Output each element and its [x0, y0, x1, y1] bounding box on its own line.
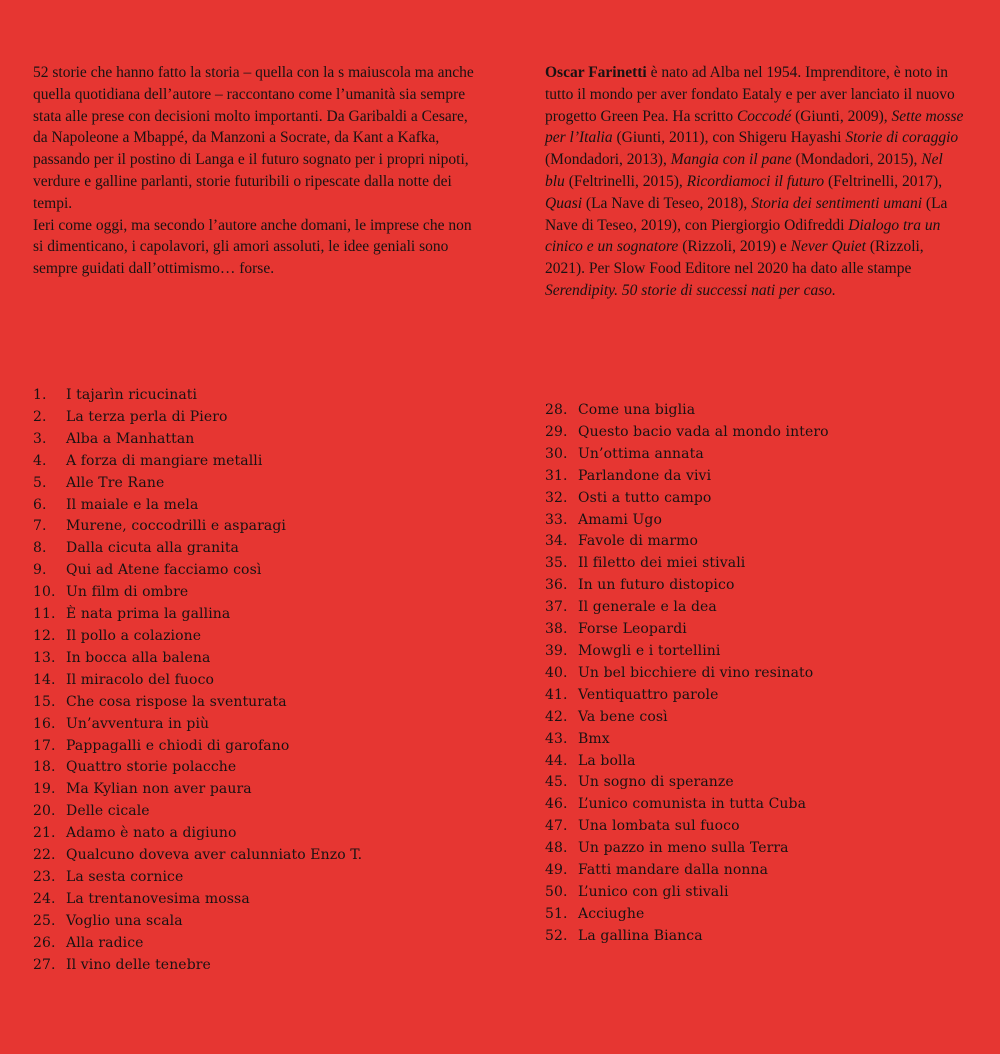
item-title: Il vino delle tenebre: [66, 956, 211, 973]
contents-item: [545, 553, 829, 575]
item-title: La terza perla di Piero: [66, 408, 228, 425]
book-title: Serendipity. 50 storie di successi nati per caso.: [545, 281, 836, 299]
item-title: È nata prima la gallina: [66, 606, 231, 623]
contents-item: [33, 736, 362, 758]
item-title: Il miracolo del fuoco: [66, 671, 215, 688]
item-title: Dalla cicuta alla granita: [66, 540, 239, 557]
item-number: 20.: [33, 803, 56, 820]
contents-item: [545, 860, 829, 882]
contents-item: [33, 429, 362, 451]
book-title: Dialogo tra un cinico e un sognatore: [545, 216, 941, 256]
item-number: 12.: [33, 627, 56, 644]
contents-item: [545, 641, 829, 663]
item-number: 39.: [545, 642, 568, 659]
book-title: Mangia con il pane: [670, 151, 792, 169]
item-title: I tajarìn ricucinati: [66, 387, 198, 403]
contents-item: [545, 707, 829, 729]
item-title: Alba a Manhattan: [66, 430, 195, 447]
item-title: Una lombata sul fuoco: [578, 818, 740, 835]
item-title: Il maiale e la mela: [66, 496, 199, 513]
contents-item: [545, 794, 829, 816]
item-title: Acciughe: [578, 905, 645, 922]
item-number: 29.: [545, 423, 568, 440]
contents-item: [545, 531, 829, 553]
contents-item: [545, 838, 829, 860]
item-number: 4.: [33, 452, 47, 469]
item-number: 23.: [33, 868, 56, 885]
contents-item: [545, 510, 829, 532]
contents-list-left: [33, 385, 362, 976]
item-number: 8.: [33, 540, 47, 557]
item-title: La gallina Bianca: [578, 927, 703, 944]
item-number: 51.: [545, 905, 568, 922]
contents-item: [545, 685, 829, 707]
contents-item: [33, 626, 362, 648]
item-number: 14.: [33, 671, 56, 688]
bio-text: (Feltrinelli, 2015),: [564, 172, 687, 190]
item-number: 13.: [33, 649, 56, 666]
item-title: Va bene così: [578, 708, 668, 725]
item-title: Il pollo a colazione: [66, 627, 202, 644]
item-title: L’unico comunista in tutta Cuba: [578, 796, 807, 813]
item-title: Il filetto dei miei stivali: [578, 555, 746, 572]
contents-item: [545, 729, 829, 751]
item-title: La sesta cornice: [66, 868, 184, 885]
bio-text: (La Nave di Teseo, 2018),: [582, 194, 752, 212]
item-title: Il generale e la dea: [578, 599, 717, 616]
contents-item: [33, 955, 362, 977]
item-title: Voglio una scala: [66, 912, 183, 929]
contents-item: [33, 823, 362, 845]
item-number: 1.: [33, 387, 47, 403]
bio-text: (Mondadori, 2015),: [791, 151, 922, 169]
item-title: Quattro storie polacche: [66, 759, 237, 776]
contents-item: [545, 575, 829, 597]
bio-text: (Rizzoli, 2019) e: [678, 238, 791, 256]
contents-item: [33, 801, 362, 823]
item-number: 47.: [545, 818, 568, 835]
item-title: Alle Tre Rane: [66, 474, 165, 491]
contents-item: [33, 933, 362, 955]
item-title: Favole di marmo: [578, 533, 699, 550]
item-title: Come una biglia: [578, 402, 696, 418]
item-number: 52.: [545, 927, 568, 944]
item-title: Adamo è nato a digiuno: [66, 825, 237, 842]
item-number: 43.: [545, 730, 568, 747]
contents-item: [545, 882, 829, 904]
item-title: Bmx: [578, 730, 610, 747]
item-title: La trentanovesima mossa: [66, 890, 250, 907]
contents-item: [545, 488, 829, 510]
item-number: 19.: [33, 781, 56, 798]
contents-item: [545, 466, 829, 488]
item-number: 15.: [33, 693, 56, 710]
contents-list-right: [545, 400, 829, 948]
item-number: 6.: [33, 496, 47, 513]
item-number: 38.: [545, 621, 568, 638]
contents-item: [33, 648, 362, 670]
item-title: Questo bacio vada al mondo intero: [578, 423, 829, 440]
bio-text: (Giunti, 2009),: [791, 107, 892, 125]
item-title: Un’ottima annata: [578, 445, 704, 462]
bio-text: (La Nave di Teseo, 2019), con Piergiorgio Odifreddi: [545, 194, 948, 234]
contents-item: [33, 495, 362, 517]
item-title: Osti a tutto campo: [578, 489, 712, 506]
contents-item: [545, 597, 829, 619]
item-title: L’unico con gli stivali: [578, 883, 729, 900]
item-number: 5.: [33, 474, 47, 491]
item-number: 33.: [545, 511, 568, 528]
item-title: Un pazzo in meno sulla Terra: [578, 840, 789, 857]
item-number: 26.: [33, 934, 56, 951]
contents-item: [33, 516, 362, 538]
bio-text: (Giunti, 2011), con Shigeru Hayashi: [612, 129, 846, 147]
item-title: Un sogno di speranze: [578, 774, 734, 791]
item-title: Ventiquattro parole: [578, 686, 719, 703]
item-title: Ma Kylian non aver paura: [66, 781, 252, 798]
item-title: Parlandone da vivi: [578, 467, 712, 484]
item-number: 31.: [545, 467, 568, 484]
author-name: Oscar Farinetti: [545, 64, 647, 81]
item-title: Un bel bicchiere di vino resinato: [578, 664, 814, 681]
item-title: Un film di ombre: [66, 584, 189, 601]
contents-item: [545, 751, 829, 773]
item-number: 41.: [545, 686, 568, 703]
contents-item: [33, 670, 362, 692]
item-number: 45.: [545, 774, 568, 791]
contents-item: [545, 400, 829, 422]
contents-item: [545, 816, 829, 838]
bio-text: (Rizzoli, 2021). Per Slow Food Editore nel 2020 ha dato alle stampe: [545, 238, 924, 278]
item-number: 49.: [545, 862, 568, 879]
contents-item: [33, 385, 362, 407]
item-number: 30.: [545, 445, 568, 462]
book-title: Nel blu: [545, 151, 943, 190]
item-number: 28.: [545, 402, 568, 418]
item-title: Delle cicale: [66, 803, 150, 820]
item-title: Mowgli e i tortellini: [578, 642, 721, 659]
contents-item: [33, 451, 362, 473]
item-number: 50.: [545, 883, 568, 900]
contents-item: [545, 422, 829, 444]
contents-item: [33, 560, 362, 582]
contents-item: [33, 407, 362, 429]
contents-item: [33, 757, 362, 779]
contents-item: [33, 911, 362, 933]
item-number: 2.: [33, 408, 47, 425]
item-number: 46.: [545, 796, 568, 813]
contents-item: [545, 444, 829, 466]
item-number: 17.: [33, 737, 56, 754]
item-title: La bolla: [578, 752, 636, 769]
contents-item: [33, 714, 362, 736]
bio-text: (Feltrinelli, 2017),: [824, 172, 943, 190]
blurb-paragraph: 52 storie che hanno fatto la storia – quella con la s maiuscola ma anche quella quotidiana dell’autore – raccontano come l’umanità sia sempre stata alle prese con decisioni molto importanti. Da Garibaldi a Cesare, da Napoleone a Mbappé, da Manzoni a Socrate, da Kant a Kafka, passando per il postino di Langa e il futuro sognato per i propri nipoti, verdure e galline parlanti, storie futuribili o ripescate dalla notte dei tempi.: [33, 64, 474, 212]
book-title: Storie di coraggio: [845, 129, 959, 147]
item-title: Pappagalli e chiodi di garofano: [66, 737, 290, 754]
item-title: In un futuro distopico: [578, 577, 735, 594]
item-number: 32.: [545, 489, 568, 506]
item-number: 48.: [545, 840, 568, 857]
item-number: 35.: [545, 555, 568, 572]
item-number: 34.: [545, 533, 568, 550]
book-title: Ricordiamoci il futuro: [686, 172, 825, 190]
item-number: 9.: [33, 562, 47, 579]
blurb-paragraph: Ieri come oggi, ma secondo l’autore anche domani, le imprese che non si dimenticano, i capolavori, gli amori assoluti, le idee geniali sono sempre guidati dall’ottimismo… forse.: [33, 216, 472, 278]
item-title: Amami Ugo: [578, 511, 663, 528]
contents-item: [545, 904, 829, 926]
item-number: 21.: [33, 825, 56, 842]
book-title: Quasi: [545, 194, 583, 212]
contents-item: [33, 692, 362, 714]
item-number: 7.: [33, 518, 47, 535]
item-number: 25.: [33, 912, 56, 929]
item-number: 27.: [33, 956, 56, 973]
contents-item: [545, 926, 829, 948]
item-title: Qualcuno doveva aver calunniato Enzo T.: [66, 847, 363, 864]
contents-item: [33, 845, 362, 867]
book-title: Never Quiet: [790, 238, 866, 256]
item-number: 10.: [33, 584, 56, 601]
item-title: Fatti mandare dalla nonna: [578, 862, 769, 879]
item-number: 24.: [33, 890, 56, 907]
contents-item: [33, 538, 362, 560]
bio-text: è nato ad Alba nel 1954. Imprenditore, è noto in tutto il mondo per aver fondato Eataly e per aver lanciato il nuovo progetto Green Pea. Ha scritto: [545, 64, 955, 125]
item-number: 3.: [33, 430, 47, 447]
item-number: 11.: [33, 606, 56, 623]
back-cover-blurb: [33, 62, 483, 280]
item-number: 18.: [33, 759, 56, 776]
item-title: A forza di mangiare metalli: [66, 452, 263, 469]
book-title: Coccodé: [736, 107, 792, 125]
author-bio: [545, 62, 965, 302]
contents-item: [33, 889, 362, 911]
contents-item: [33, 604, 362, 626]
contents-item: [33, 582, 362, 604]
item-title: In bocca alla balena: [66, 649, 211, 666]
contents-item: [545, 663, 829, 685]
contents-item: [545, 772, 829, 794]
item-title: Qui ad Atene facciamo così: [66, 562, 262, 579]
item-title: Che cosa rispose la sventurata: [66, 693, 287, 710]
item-number: 37.: [545, 599, 568, 616]
item-title: Forse Leopardi: [578, 621, 687, 638]
item-number: 36.: [545, 577, 568, 594]
contents-item: [33, 779, 362, 801]
item-number: 42.: [545, 708, 568, 725]
contents-item: [545, 619, 829, 641]
contents-item: [33, 867, 362, 889]
book-title: Storia dei sentimenti umani: [751, 194, 923, 212]
item-number: 44.: [545, 752, 568, 769]
item-number: 16.: [33, 715, 56, 732]
item-number: 40.: [545, 664, 568, 681]
item-title: Murene, coccodrilli e asparagi: [66, 518, 286, 535]
bio-text: (Mondadori, 2013),: [545, 151, 671, 169]
book-title: Sette mosse per l’Italia: [545, 107, 964, 147]
item-title: Alla radice: [66, 934, 144, 951]
item-title: Un’avventura in più: [66, 715, 210, 732]
item-number: 22.: [33, 847, 56, 864]
contents-item: [33, 473, 362, 495]
